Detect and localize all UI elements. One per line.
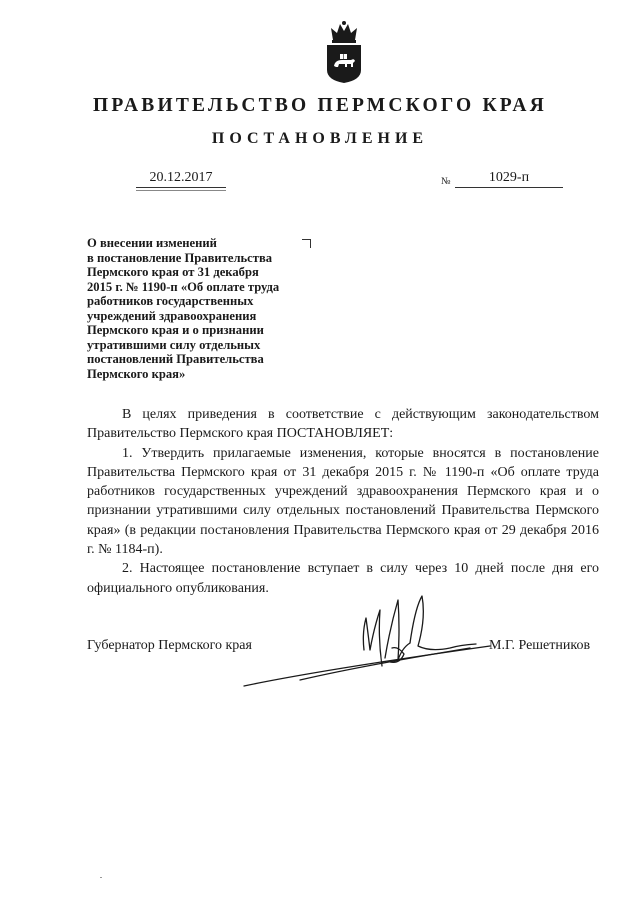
subject-line: постановлений Правительства [87,352,264,366]
organization-title: ПРАВИТЕЛЬСТВО ПЕРМСКОГО КРАЯ [93,95,547,116]
subject-corner-mark [302,239,311,248]
document-number: 1029-п [455,170,563,188]
document-body [87,405,599,598]
subject-line: Пермского края и о признании [87,323,264,337]
body-paragraph: В целях приведения в соответствие с действующим законодательством Правительство Пермского края ПОСТАНОВЛЯЕТ: [87,407,599,442]
document-type: ПОСТАНОВЛЕНИЕ [211,130,429,147]
perm-krai-coat-of-arms-icon [323,20,365,84]
signer-name: М.Г. Решетников [489,638,591,653]
date-underline [136,190,226,191]
subject-line: учреждений здравоохранения [87,308,257,323]
subject-line: Пермского края от 31 декабря [87,265,259,279]
handwritten-signature-icon [240,588,500,698]
scan-speck [100,877,102,878]
subject-line: 2015 г. № 1190-п «Об оплате труда [87,279,280,294]
signer-title: Губернатор Пермского края [87,638,252,653]
subject-line: О внесении изменений [87,236,217,250]
document-date: 20.12.2017 [136,170,226,188]
body-paragraph: 2. Настоящее постановление вступает в силу через 10 дней после дня его официального опубликования. [87,561,599,596]
subject-line: утратившими силу отдельных [87,337,261,352]
number-sign: № [441,176,451,187]
document-subject [87,236,327,381]
subject-line: Пермского края» [87,366,186,381]
subject-line: в постановление Правительства [87,250,273,265]
subject-line: работников государственных [87,294,254,308]
body-paragraph: 1. Утвердить прилагаемые изменения, которые вносятся в постановление Правительства Пермского края от 31 декабря 2015 г. № 1190-п «Об оплате труда работников государственных учреждений здравоохранения Пермского края и о признании утратившими силу отдельных постановлений Правительства Пермского края» (в редакции постановления Правительства Пермского края от 29 декабря 2016 г. № 1184-п). [87,445,599,558]
